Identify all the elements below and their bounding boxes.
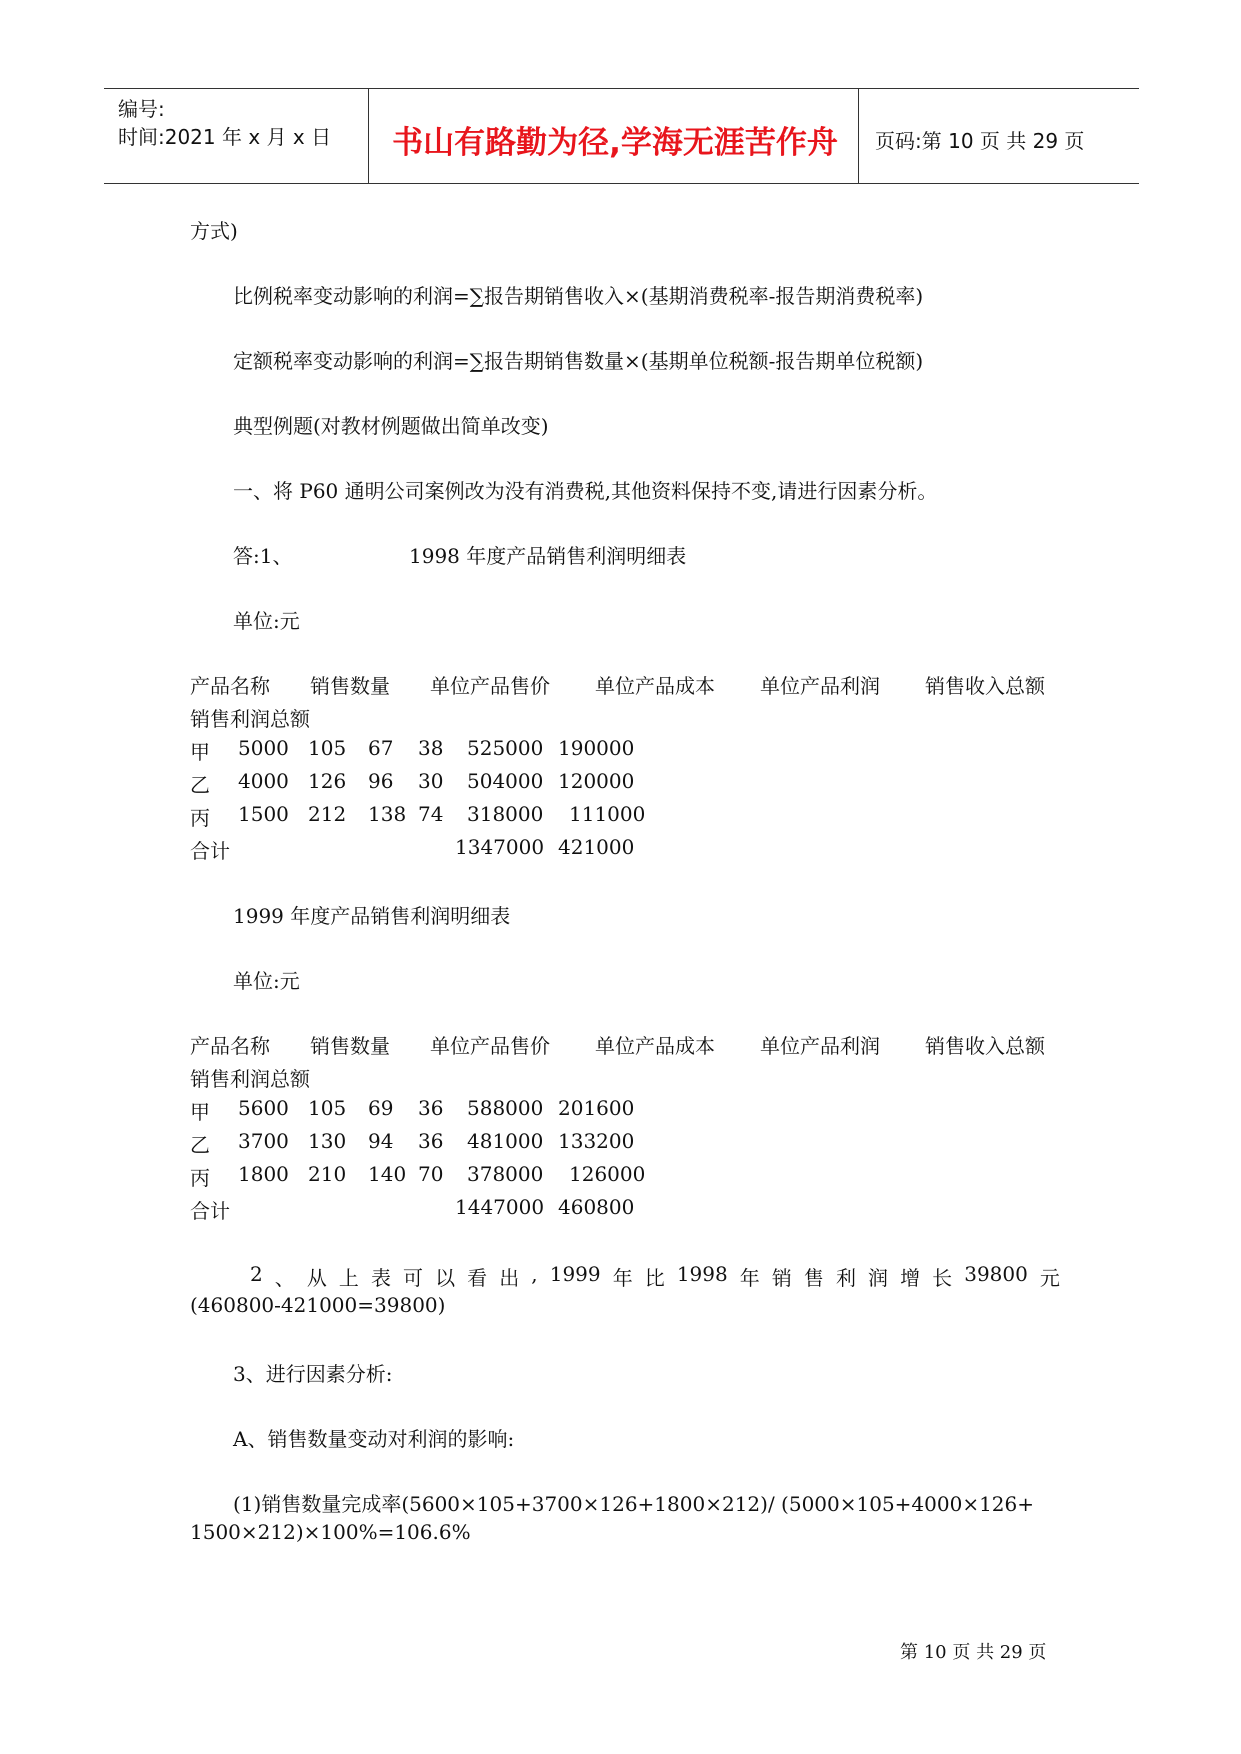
- paragraph-2-line2: (460800-421000=39800): [190, 1293, 446, 1317]
- cell: 合计: [190, 1199, 230, 1223]
- cell: 96: [368, 769, 394, 793]
- cell: 201600: [558, 1096, 635, 1120]
- word: ,: [531, 1262, 538, 1286]
- word: 看: [467, 1266, 488, 1290]
- table1-title: 1998 年度产品销售利润明细表: [409, 544, 687, 568]
- footer-page-number: 第 10 页 共 29 页: [900, 1642, 1047, 1663]
- cell: 481000: [467, 1129, 544, 1153]
- col-header: 产品名称: [190, 1034, 270, 1058]
- formula-completion-line1: (1)销售数量完成率(5600×105+3700×126+1800×212)/ (5000×105+4000×126+: [233, 1492, 1035, 1516]
- cell: 525000: [467, 736, 544, 760]
- text-fangshi: 方式): [190, 219, 238, 243]
- cell: 丙: [190, 1166, 210, 1190]
- col-header: 单位产品售价: [430, 674, 550, 698]
- col-header: 单位产品售价: [430, 1034, 550, 1058]
- formula-ratio-tax: 比例税率变动影响的利润=∑报告期销售收入×(基期消费税率-报告期消费税率): [233, 284, 924, 308]
- word: 从: [306, 1266, 327, 1290]
- cell: 421000: [558, 835, 635, 859]
- cell: 67: [368, 736, 394, 760]
- cell: 1447000: [455, 1195, 545, 1219]
- word: 上: [338, 1266, 359, 1290]
- cell: 乙: [190, 773, 210, 797]
- section-a-heading: A、销售数量变动对利润的影响:: [233, 1427, 515, 1451]
- word: 以: [435, 1266, 456, 1290]
- word: 销: [771, 1266, 792, 1290]
- col-header: 单位产品成本: [595, 1034, 715, 1058]
- word: 出: [499, 1266, 520, 1290]
- cell: 111000: [569, 802, 646, 826]
- cell: 120000: [558, 769, 635, 793]
- cell: 130: [308, 1129, 347, 1153]
- cell: 36: [418, 1096, 444, 1120]
- answer-prefix: 答:1、: [233, 544, 293, 568]
- col-header: 销售数量: [310, 674, 390, 698]
- formula-fixed-tax: 定额税率变动影响的利润=∑报告期销售数量×(基期单位税额-报告期单位税额): [233, 349, 924, 373]
- cell: 190000: [558, 736, 635, 760]
- header-top-rule: [104, 88, 1139, 89]
- cell: 丙: [190, 806, 210, 830]
- cell: 210: [308, 1162, 347, 1186]
- time-label: 时间:2021 年 x 月 x 日: [118, 125, 332, 149]
- cell: 69: [368, 1096, 394, 1120]
- header-page-label: 页码:第 10 页 共 29 页: [875, 129, 1085, 153]
- col-header: 销售收入总额: [925, 1034, 1045, 1058]
- col-header: 产品名称: [190, 674, 270, 698]
- serial-label: 编号:: [118, 97, 165, 121]
- header-divider-left: [368, 88, 369, 183]
- word: 元: [1039, 1266, 1060, 1290]
- formula-completion-line2: 1500×212)×100%=106.6%: [190, 1520, 471, 1544]
- word: 润: [868, 1266, 889, 1290]
- col-header: 单位产品成本: [595, 674, 715, 698]
- cell: 5000: [238, 736, 289, 760]
- cell: 1500: [238, 802, 289, 826]
- word: 利: [835, 1266, 856, 1290]
- table2-title: 1999 年度产品销售利润明细表: [233, 904, 511, 928]
- table2-unit: 单位:元: [233, 969, 300, 993]
- cell: 126: [308, 769, 347, 793]
- cell: 378000: [467, 1162, 544, 1186]
- cell: 126000: [569, 1162, 646, 1186]
- table1-unit: 单位:元: [233, 609, 300, 633]
- word: 可: [403, 1266, 424, 1290]
- cell: 138: [368, 802, 407, 826]
- word: 增: [900, 1266, 921, 1290]
- cell: 1800: [238, 1162, 289, 1186]
- cell: 70: [418, 1162, 444, 1186]
- paragraph-2-line1: [250, 1262, 1060, 1291]
- col-header: 销售数量: [310, 1034, 390, 1058]
- cell: 133200: [558, 1129, 635, 1153]
- table1-header-wrap: 销售利润总额: [190, 707, 310, 731]
- header-bottom-rule: [104, 183, 1139, 184]
- cell: 588000: [467, 1096, 544, 1120]
- word: 、: [274, 1266, 295, 1290]
- cell: 212: [308, 802, 347, 826]
- cell: 3700: [238, 1129, 289, 1153]
- cell: 105: [308, 1096, 347, 1120]
- word: 表: [370, 1266, 391, 1290]
- cell: 105: [308, 736, 347, 760]
- cell: 318000: [467, 802, 544, 826]
- col-header: 单位产品利润: [760, 674, 880, 698]
- word: 1998: [676, 1262, 728, 1286]
- example-title: 典型例题(对教材例题做出简单改变): [233, 414, 549, 438]
- cell: 乙: [190, 1133, 210, 1157]
- question-text: 一、将 P60 通明公司案例改为没有消费税,其他资料保持不变,请进行因素分析。: [233, 479, 938, 503]
- word: 比: [644, 1266, 665, 1290]
- cell: 140: [368, 1162, 407, 1186]
- cell: 504000: [467, 769, 544, 793]
- word: 1999: [549, 1262, 601, 1286]
- word: 2: [250, 1262, 263, 1286]
- table2-header-wrap: 销售利润总额: [190, 1067, 310, 1091]
- cell: 5600: [238, 1096, 289, 1120]
- word: 售: [803, 1266, 824, 1290]
- col-header: 单位产品利润: [760, 1034, 880, 1058]
- cell: 36: [418, 1129, 444, 1153]
- analysis-heading: 3、进行因素分析:: [233, 1362, 393, 1386]
- cell: 94: [368, 1129, 394, 1153]
- cell: 1347000: [455, 835, 545, 859]
- cell: 460800: [558, 1195, 635, 1219]
- cell: 甲: [190, 1100, 210, 1124]
- cell: 甲: [190, 740, 210, 764]
- cell: 合计: [190, 839, 230, 863]
- word: 长: [932, 1266, 953, 1290]
- cell: 30: [418, 769, 444, 793]
- header-motto: 书山有路勤为径,学海无涯苦作舟: [392, 125, 838, 161]
- cell: 38: [418, 736, 444, 760]
- cell: 74: [418, 802, 444, 826]
- cell: 4000: [238, 769, 289, 793]
- word: 年: [739, 1266, 760, 1290]
- word: 年: [612, 1266, 633, 1290]
- word: 39800: [964, 1262, 1028, 1286]
- col-header: 销售收入总额: [925, 674, 1045, 698]
